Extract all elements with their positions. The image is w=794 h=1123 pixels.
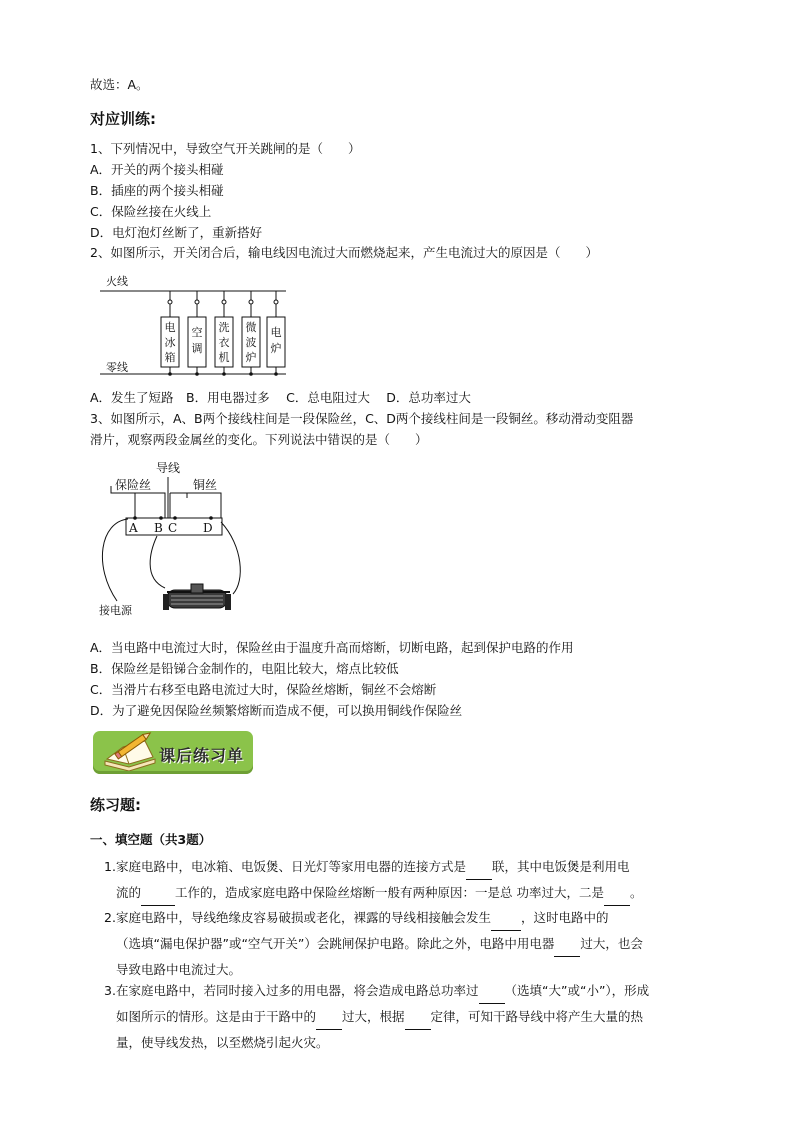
power-label: 接电源 [99, 604, 132, 617]
exercise-text: 定律，可知干路导线中将产生大量的热 [430, 1009, 644, 1024]
answer-blank[interactable] [141, 880, 175, 906]
wire-label: 导线 [156, 461, 181, 475]
answer-blank[interactable] [554, 931, 580, 957]
exercise-text: 流的 [116, 885, 142, 900]
q3-option-b: B．保险丝是铅锑合金制作的，电阻比较大，熔点比较低 [90, 661, 399, 676]
exercise-text: 如图所示的情形。这是由于干路中的 [116, 1009, 317, 1024]
q3-option-c: C．当滑片右移至电路电流过大时，保险丝熔断，铜丝不会熔断 [90, 682, 437, 697]
q3-option-d: D．为了避免因保险丝频繁熔断而造成不便，可以换用铜线作保险丝 [90, 703, 463, 718]
exercise-text: 导致电路中电流过大。 [116, 962, 242, 977]
terminal-d-label: D [203, 521, 213, 535]
banner-label: 课后练习单 [159, 746, 245, 765]
exercise-number: 2. [104, 910, 116, 925]
q1-option-d: D．电灯泡灯丝断了，重新搭好 [90, 225, 263, 240]
svg-text:电炉: 电炉 [270, 326, 282, 355]
svg-text:空调: 空调 [191, 326, 203, 355]
q2-stem: 2、如图所示，开关闭合后，输电线因电流过大而燃烧起来，产生电流过大的原因是（ ） [90, 245, 598, 260]
exercise-text: ，这时电路中的 [521, 910, 609, 925]
q1-option-b: B．插座的两个接头相碰 [90, 183, 224, 198]
appliance-branch-3 [215, 291, 233, 376]
answer-line: 故选：A。 [90, 77, 149, 92]
copper-bracket [170, 493, 221, 518]
after-class-banner [93, 731, 253, 774]
switch-icon [168, 300, 172, 304]
fuse-label: 保险丝 [115, 478, 152, 492]
answer-blank[interactable] [491, 905, 521, 931]
q1-option-c: C．保险丝接在火线上 [90, 204, 212, 219]
q3-stem-line-2: 滑片，观察两段金属丝的变化。下列说法中错误的是（ ） [90, 432, 428, 447]
appliance-branch-2 [188, 291, 206, 376]
exercise-number: 3. [104, 983, 116, 998]
exercise-text: 家庭电路中，电冰箱、电饭煲、日光灯等家用电器的连接方式是 [116, 859, 467, 874]
lead-wire-left [102, 519, 128, 601]
switch-icon [274, 300, 278, 304]
exercise-2 [104, 905, 706, 982]
appliance-branch-5 [267, 291, 285, 376]
exercise-1 [104, 854, 706, 906]
appliance-branch-1 [161, 291, 179, 376]
exercise-number: 1. [104, 859, 116, 874]
exercise-text: （选填“大”或“小”），形成 [504, 983, 650, 998]
exercise-text: （选填“漏电保护器”或“空气开关”）会跳闸保护电路。除此之外，电路中用电器 [116, 936, 555, 951]
answer-blank[interactable] [479, 978, 505, 1004]
answer-blank[interactable] [466, 854, 492, 880]
answer-blank[interactable] [316, 1004, 342, 1030]
neutral-wire-label: 零线 [106, 361, 128, 374]
exercise-text: 联，其中电饭煲是利用电 [492, 859, 630, 874]
answer-blank[interactable] [604, 880, 630, 906]
lead-wire-right [221, 522, 240, 594]
exercise-text: 过大，根据 [342, 1009, 405, 1024]
household-circuit-figure [100, 270, 300, 382]
terminal-a-label: A [129, 521, 138, 535]
exercise-text: 家庭电路中，导线绝缘皮容易破损或老化，裸露的导线相接触会发生 [116, 910, 492, 925]
book-pencil-icon [99, 731, 159, 771]
live-wire-label: 火线 [106, 275, 128, 288]
terminal-c-label: C [168, 521, 178, 535]
svg-text:微波炉: 微波炉 [245, 321, 257, 364]
lead-wire-middle [150, 536, 165, 588]
copper-label: 铜丝 [193, 478, 218, 492]
switch-icon [222, 300, 226, 304]
switch-icon [195, 300, 199, 304]
exercise-3 [104, 978, 706, 1055]
rheostat-icon [163, 584, 231, 610]
training-heading: 对应训练: [90, 110, 156, 128]
svg-text:电冰箱: 电冰箱 [164, 321, 176, 364]
practice-heading: 练习题: [90, 796, 141, 814]
answer-blank[interactable] [405, 1004, 431, 1030]
exercise-text: 。 [630, 885, 643, 900]
svg-text:洗衣机: 洗衣机 [218, 321, 230, 364]
appliance-branch-4 [242, 291, 260, 376]
exercise-text: 过大，也会 [580, 936, 643, 951]
q1-stem: 1、下列情况中，导致空气开关跳闸的是（ ） [90, 141, 361, 156]
terminal-b-label: B [154, 521, 163, 535]
exercise-text: 工作的，造成家庭电路中保险丝熔断一般有两种原因：一是总 功率过大，二是 [175, 885, 604, 900]
q2-options: A．发生了短路 B．用电器过多 C．总电阻过大 D．总功率过大 [90, 390, 471, 405]
exercise-text: 在家庭电路中，若同时接入过多的用电器，将会造成电路总功率过 [116, 983, 479, 998]
q1-option-a: A．开关的两个接头相碰 [90, 162, 224, 177]
switch-icon [249, 300, 253, 304]
fill-blank-section-title: 一、填空题（共3题） [90, 832, 212, 847]
q3-option-a: A．当电路中电流过大时，保险丝由于温度升高而熔断，切断电路，起到保护电路的作用 [90, 640, 574, 655]
q3-stem-line-1: 3、如图所示，A、B两个接线柱间是一段保险丝，C、D两个接线柱间是一段铜丝。移动滑动变阻器 [90, 411, 634, 426]
fuse-copper-experiment-figure [95, 456, 255, 621]
exercise-text: 量，使导线发热，以至燃烧引起火灾。 [116, 1035, 329, 1050]
